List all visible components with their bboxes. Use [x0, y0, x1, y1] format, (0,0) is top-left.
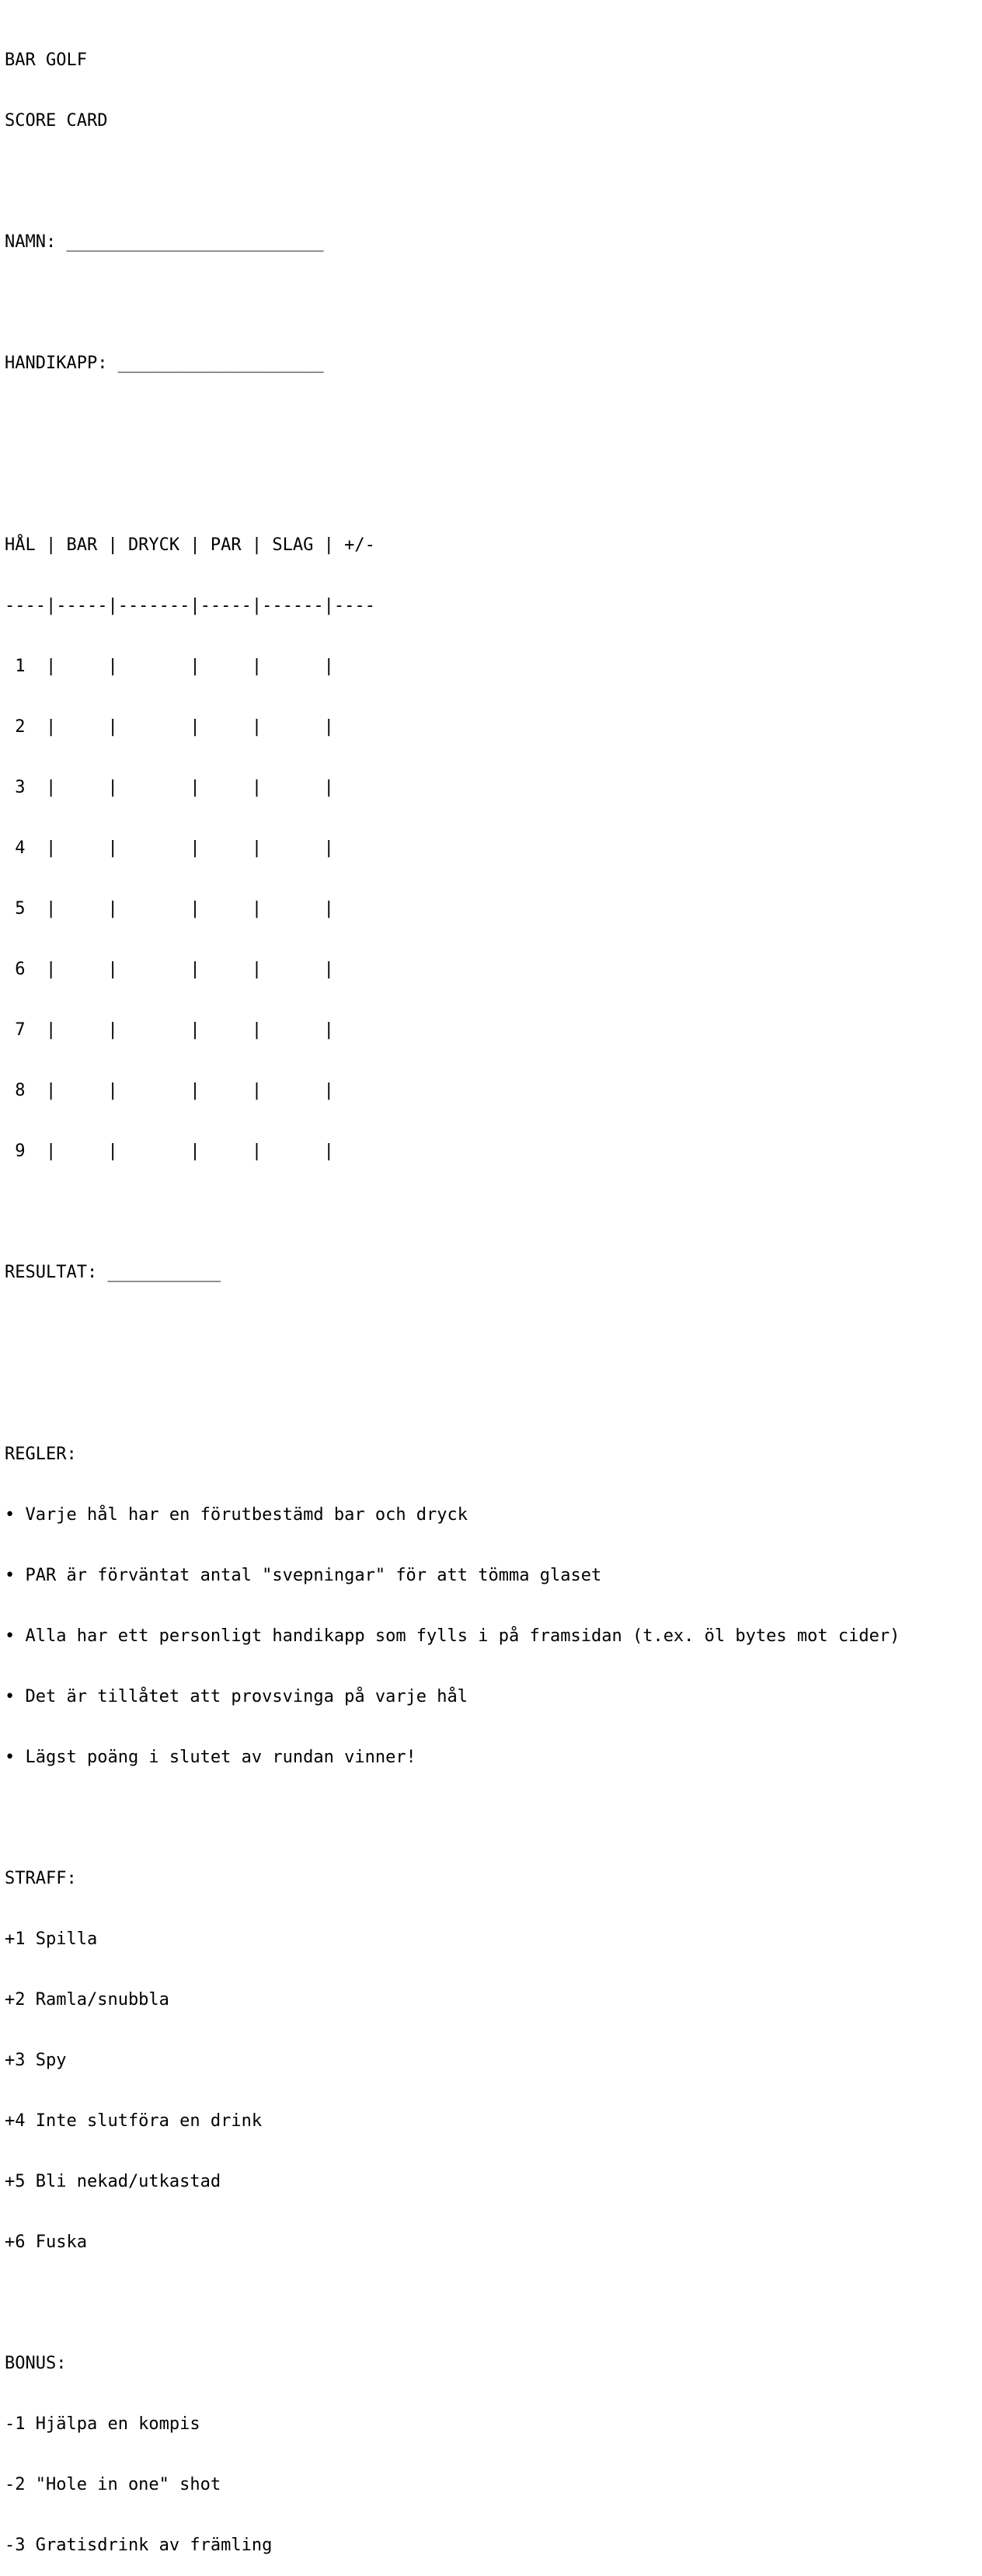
bonus-item: -1 Hjälpa en kompis — [5, 2414, 200, 2434]
penalty-item: +4 Inte slutföra en drink — [5, 2111, 263, 2131]
table-row: 4 | | | | | — [5, 838, 334, 858]
rules-heading: REGLER: — [5, 1445, 77, 1464]
table-row: 9 | | | | | — [5, 1142, 334, 1161]
table-row: 5 | | | | | — [5, 899, 334, 919]
bonus-item: -3 Gratisdrink av främling — [5, 2536, 273, 2555]
table-row: 6 | | | | | — [5, 960, 334, 979]
penalty-item: +2 Ramla/snubbla — [5, 1990, 169, 2010]
penalty-item: +1 Spilla — [5, 1929, 98, 1949]
result-field: RESULTAT: ___________ — [5, 1263, 221, 1282]
spacer — [5, 1808, 900, 1828]
spacer — [5, 2293, 900, 2313]
rule-item: • Varje hål har en förutbestämd bar och dryck — [5, 1505, 468, 1525]
spacer — [5, 414, 900, 434]
penalty-item: +3 Spy — [5, 2051, 67, 2070]
table-row: 2 | | | | | — [5, 717, 334, 737]
rule-item: • Alla har ett personligt handikapp som fylls i på framsidan (t.ex. öl bytes mot cider) — [5, 1626, 900, 1646]
table-separator: ----|-----|-------|-----|------|---- — [5, 596, 375, 615]
spacer — [5, 172, 900, 192]
table-row: 3 | | | | | — [5, 778, 334, 797]
handicap-field: HANDIKAPP: ____________________ — [5, 354, 324, 373]
spacer — [5, 293, 900, 313]
penalty-item: +5 Bli nekad/utkastad — [5, 2172, 221, 2191]
spacer — [5, 1384, 900, 1404]
rule-item: • Lägst poäng i slutet av rundan vinner! — [5, 1748, 416, 1767]
rule-item: • Det är tillåtet att provsvinga på varje hål — [5, 1687, 468, 1706]
spacer — [5, 1202, 900, 1222]
penalties-heading: STRAFF: — [5, 1869, 77, 1888]
bonus-item: -2 "Hole in one" shot — [5, 2475, 221, 2494]
title-line-2: SCORE CARD — [5, 111, 108, 131]
scorecard-document — [5, 10, 900, 2576]
table-row: 8 | | | | | — [5, 1081, 334, 1100]
spacer — [5, 475, 900, 495]
bonus-heading: BONUS: — [5, 2354, 67, 2373]
spacer — [5, 1323, 900, 1344]
table-row: 1 | | | | | — [5, 657, 334, 676]
rule-item: • PAR är förväntat antal "svepningar" för att tömma glaset — [5, 1566, 602, 1585]
title-line-1: BAR GOLF — [5, 51, 87, 70]
table-row: 7 | | | | | — [5, 1020, 334, 1040]
table-header: HÅL | BAR | DRYCK | PAR | SLAG | +/- — [5, 535, 375, 555]
name-field: NAMN: _________________________ — [5, 232, 324, 252]
penalty-item: +6 Fuska — [5, 2233, 87, 2252]
